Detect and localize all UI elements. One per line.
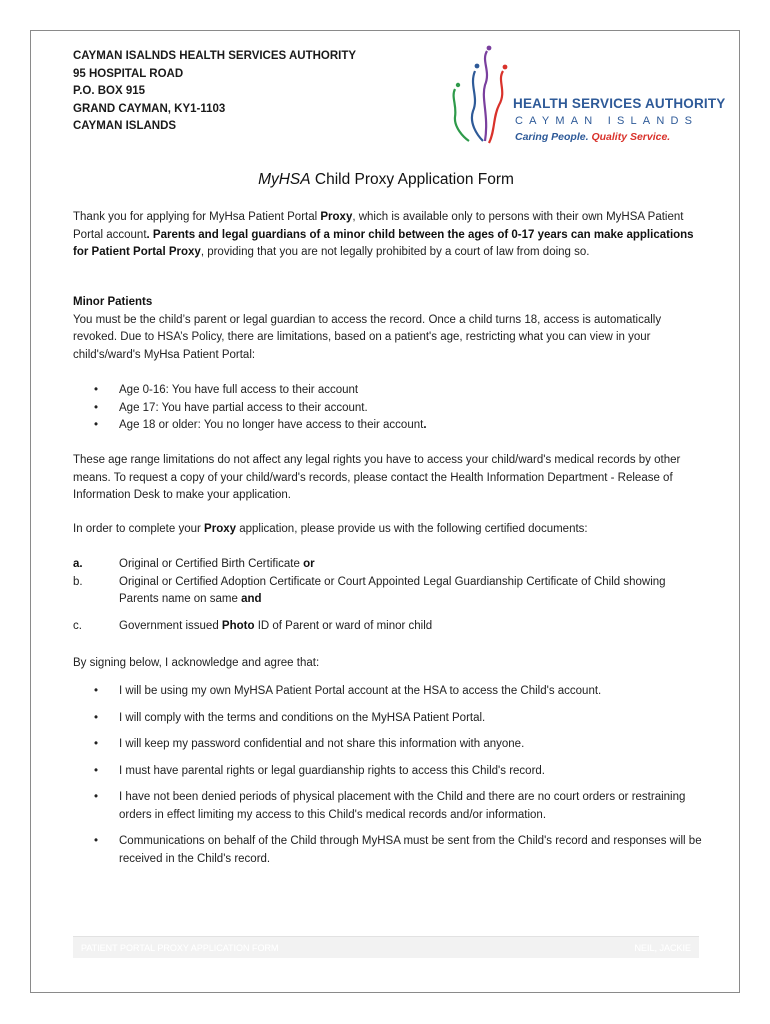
doc-bold: or	[303, 558, 315, 570]
logo-title: HEALTH SERVICES AUTHORITY	[513, 96, 726, 111]
doc-text: Government issued	[119, 619, 222, 632]
limitations-text: These age range limitations do not affect any legal rights you have to access your child/ward's medical records by other means. To request a copy of your child/ward's records, please contact the Health Information Department - Release of Information Desk to make your application.	[73, 454, 681, 501]
form-title	[31, 171, 741, 189]
hsa-address-block	[73, 48, 356, 136]
intro-text: Thank you for applying for MyHsa Patient Portal	[73, 211, 321, 223]
address-line: P.O. BOX 915	[73, 85, 146, 97]
bullet-end: .	[423, 419, 427, 431]
address-line: GRAND CAYMAN, KY1-1103	[73, 102, 226, 115]
list-item: • I will comply with the terms and conditions on the MyHSA Patient Portal.	[94, 711, 486, 724]
acknowledge-paragraph	[73, 655, 703, 673]
hsa-figures-logo-icon	[449, 45, 519, 157]
list-item	[73, 574, 703, 609]
address-line: CAYMAN ISALNDS HEALTH SERVICES AUTHORITY	[73, 50, 357, 62]
list-item: • Communications on behalf of the Child through MyHSA must be sent from the Child's record and responses will be received in the Child's record.	[94, 835, 702, 865]
list-item: • Age 18 or older: You no longer have access to their account.	[94, 419, 427, 431]
agreement-text: I will be using my own MyHSA Patient Portal account at the HSA to access the Child's account.	[119, 685, 602, 697]
list-item: • I will keep my password confidential and not share this information with anyone.	[94, 738, 525, 750]
complete-text: In order to complete your	[73, 523, 205, 535]
list-item	[73, 556, 703, 574]
doc-bold: Photo	[221, 619, 255, 632]
logo-country: CAYMAN ISLANDS	[515, 115, 699, 127]
doc-text: Original or Certified Adoption Certificate or Court Appointed Legal Guardianship Certificate of Child showing Parents name on same	[119, 575, 666, 605]
intro-paragraph	[73, 209, 703, 262]
tagline-part: Caring People.	[515, 131, 589, 143]
bullet-text: Age 0-16: You have full access to their account	[119, 384, 359, 396]
documents-list	[73, 556, 703, 635]
minor-patients-section	[73, 294, 703, 364]
list-item	[73, 618, 703, 636]
minor-patients-text: You must be the child’s parent or legal guardian to access the record. Once a child turns 18, access is automatically revoked. Due to HSA’s Policy, there are limitations, based on a patient's age, restricting what you can view in your child's/ward's MyHsa Patient Portal:	[73, 313, 662, 361]
title-text: Child Proxy Application Form	[310, 171, 514, 188]
document-page	[30, 30, 740, 993]
list-letter: c.	[73, 619, 82, 632]
complete-bold: Proxy	[204, 523, 237, 535]
address-line: 95 HOSPITAL ROAD	[73, 67, 184, 80]
list-item: • I will be using my own MyHSA Patient Portal account at the HSA to access the Child's account.	[94, 685, 602, 697]
page-footer	[73, 936, 699, 958]
agreement-list	[73, 683, 703, 868]
bullet-text: Age 18 or older: You no longer have access to their account	[119, 419, 424, 431]
complete-paragraph	[73, 521, 703, 539]
hsa-logo	[449, 45, 726, 157]
agreement-text: I will keep my password confidential and not share this information with anyone.	[119, 738, 525, 750]
list-item: • I have not been denied periods of physical placement with the Child and there are no court orders or restraining orders in effect limiting my access to this Child's medical records and/or information.	[94, 791, 686, 821]
agreement-text: I have not been denied periods of physical placement with the Child and there are no court orders or restraining orders in effect limiting my access to this Child's medical records and/or information.	[119, 791, 686, 821]
footer-patient-name: NEIL, JACKIE	[634, 942, 691, 953]
acknowledge-text: By signing below, I acknowledge and agree that:	[73, 657, 320, 669]
intro-text: , which is available only to persons with their own MyHSA Patient Portal account	[73, 211, 684, 241]
complete-text: application, please provide us with the following certified documents:	[236, 523, 588, 535]
intro-bold: . Parents and legal guardians of a minor child between the ages of 0-17 years can make applications for Patient Portal Proxy	[73, 228, 694, 258]
age-bullet-list	[73, 382, 703, 435]
list-item: • Age 0-16: You have full access to their account	[94, 384, 359, 396]
list-item: • I must have parental rights or legal guardianship rights to access this Child's record.	[94, 764, 545, 777]
section-heading: Minor Patients	[73, 296, 153, 308]
logo-tagline	[515, 131, 670, 143]
title-brand: MyHSA	[258, 171, 311, 188]
doc-bold: and	[241, 593, 262, 605]
tagline-part: Quality Service.	[591, 131, 671, 143]
agreement-text: I must have parental rights or legal guardianship rights to access this Child's record.	[119, 764, 545, 777]
doc-text: ID of Parent or ward of minor child	[254, 619, 433, 632]
limitations-paragraph	[73, 452, 703, 505]
address-line: CAYMAN ISLANDS	[73, 120, 177, 132]
bullet-text: Age 17: You have partial access to their account.	[119, 401, 368, 414]
list-letter: a.	[73, 558, 83, 570]
list-letter: b.	[73, 575, 83, 588]
agreement-text: Communications on behalf of the Child through MyHSA must be sent from the Child's record and responses will be received in the Child's record.	[119, 835, 702, 865]
list-item: • Age 17: You have partial access to their account.	[94, 401, 368, 414]
agreement-text: I will comply with the terms and conditions on the MyHSA Patient Portal.	[119, 711, 486, 724]
intro-text: , providing that you are not legally prohibited by a court of law from doing so.	[200, 246, 590, 258]
doc-text: Original or Certified Birth Certificate	[119, 558, 304, 570]
intro-bold: Proxy	[320, 211, 353, 223]
footer-form-name: PATIENT PORTAL PROXY APPLICATION FORM	[81, 942, 279, 953]
